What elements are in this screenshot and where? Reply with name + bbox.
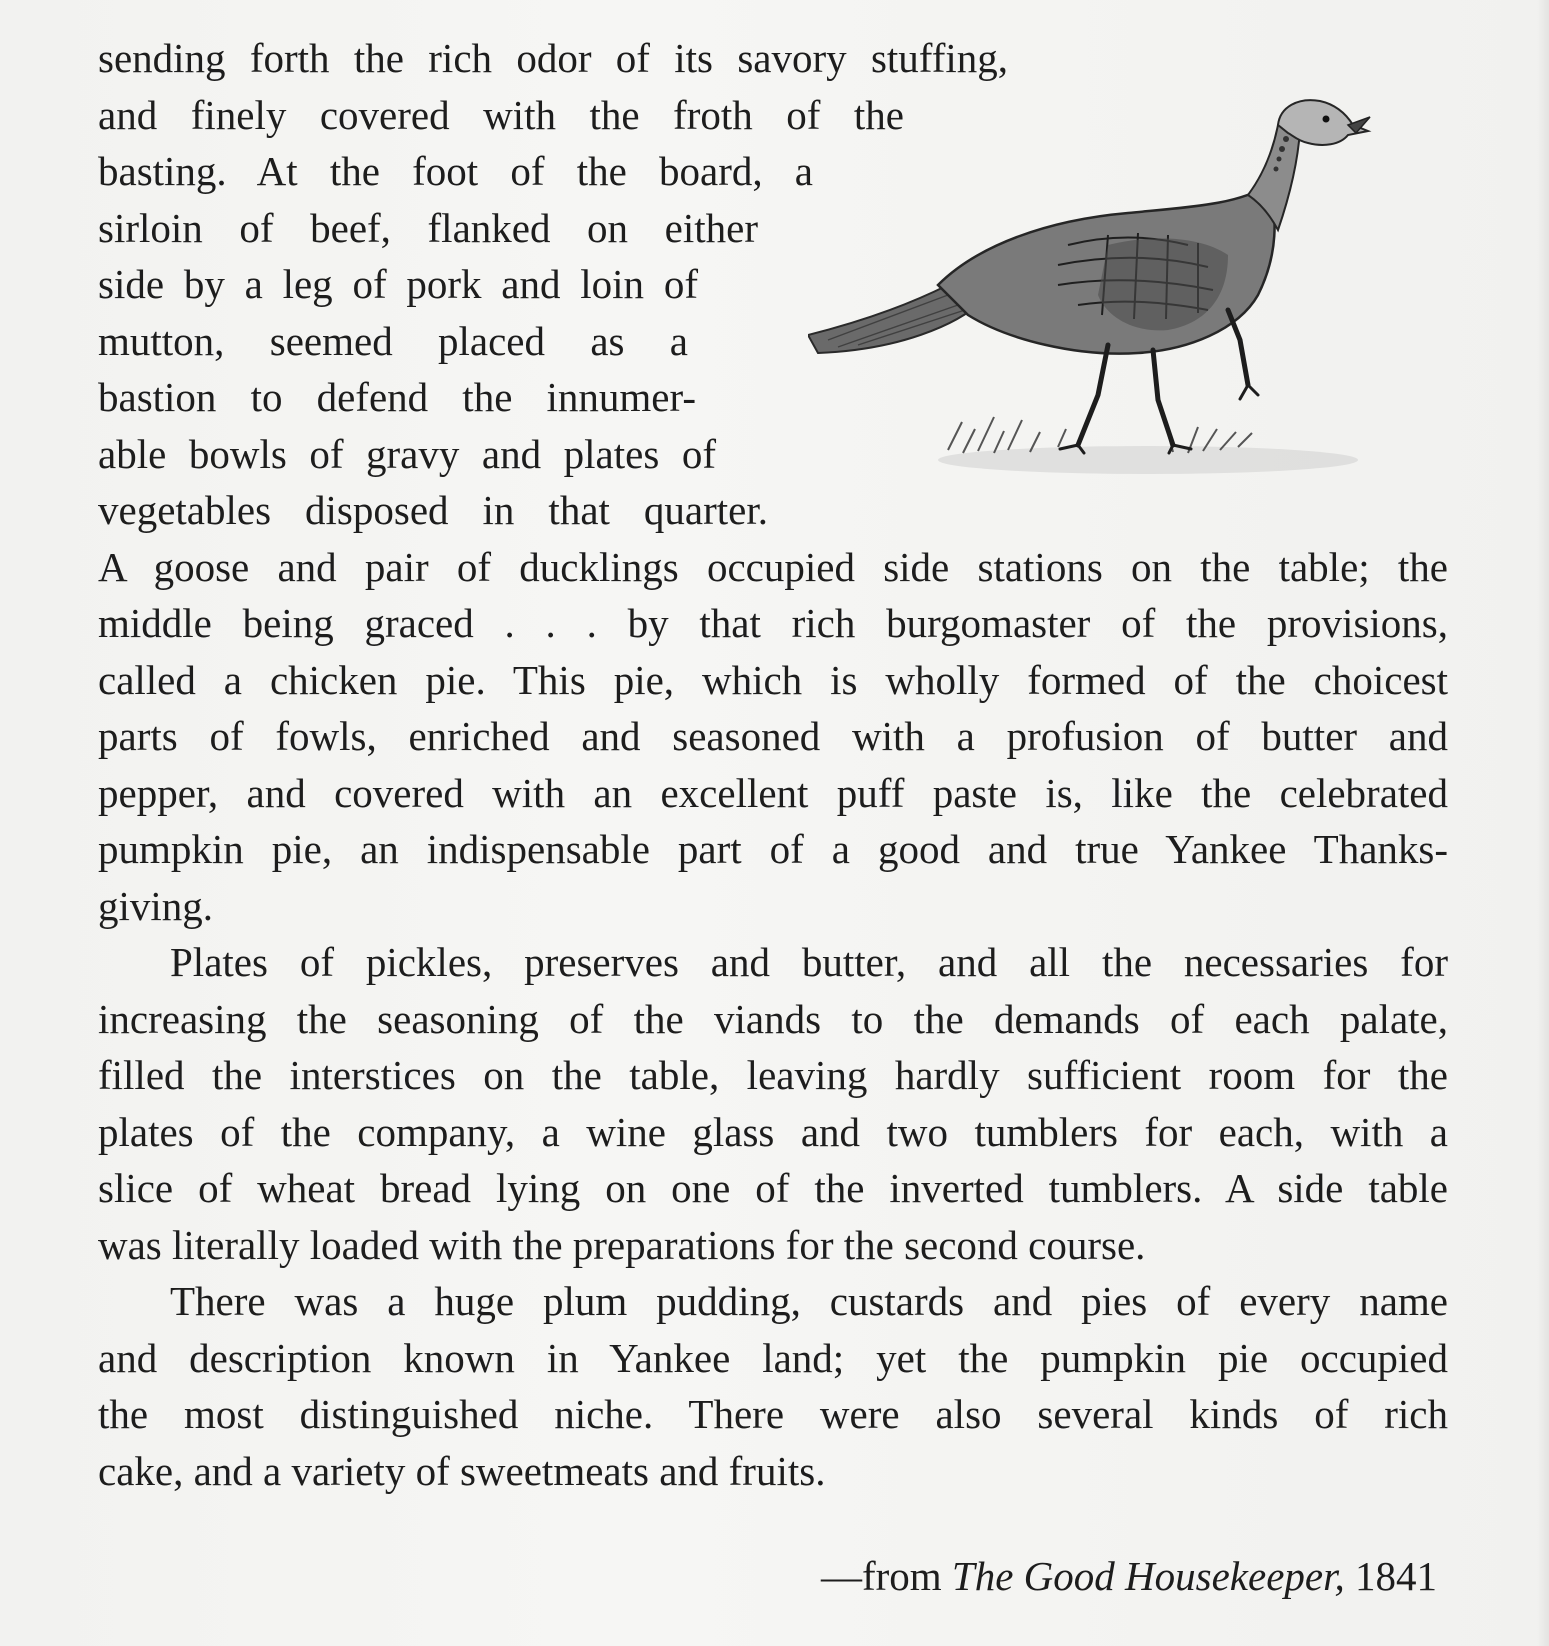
text-line: the most distinguished niche. There were also several kinds of rich [98, 1391, 1448, 1437]
attribution-prefix: —from [820, 1553, 952, 1599]
text-line: bastion to defend the innumer- [98, 374, 696, 420]
text-line: and finely covered with the froth of the [98, 91, 904, 138]
text-line: basting. At the foot of the board, a [98, 148, 813, 194]
page-edge-shadow [1537, 0, 1549, 1646]
attribution [821, 1548, 1437, 1604]
text-line: A goose and pair of ducklings occupied side stations on the table; the [98, 543, 1448, 590]
text-line: slice of wheat bread lying on one of the inverted tumblers. A side table [98, 1165, 1448, 1211]
text-line: plates of the company, a wine glass and two tumblers for each, with a [98, 1108, 1448, 1155]
text-line: giving. [98, 882, 214, 929]
text-line: sending forth the rich odor of its savory stuffing, [98, 35, 1008, 81]
text-line: Plates of pickles, preserves and butter, and all the necessaries for [170, 939, 1448, 985]
text-line: parts of fowls, enriched and seasoned with a profusion of butter and [98, 713, 1448, 759]
text-line: able bowls of gravy and plates of [98, 430, 716, 477]
text-line: vegetables disposed in that quarter. [98, 487, 768, 533]
text-line: pepper, and covered with an excellent puff paste is, like the celebrated [98, 769, 1448, 816]
attribution-title: The Good Housekeeper, [951, 1553, 1345, 1599]
text-line: mutton, seemed placed as a [98, 317, 688, 364]
text-line: cake, and a variety of sweetmeats and fruits. [98, 1447, 826, 1494]
text-line: side by a leg of pork and loin of [98, 261, 698, 307]
text-line: pumpkin pie, an indispensable part of a good and true Yankee Thanks- [98, 826, 1448, 872]
attribution-year: 1841 [1344, 1553, 1437, 1599]
passage-text [98, 30, 1448, 1499]
text-line: was literally loaded with the preparations for the second course. [98, 1221, 1146, 1268]
text-line: sirloin of beef, flanked on either [98, 204, 758, 251]
text-line: middle being graced . . . by that rich burgomaster of the provisions, [98, 600, 1448, 646]
text-line: called a chicken pie. This pie, which is wholly formed of the choicest [98, 656, 1448, 703]
text-line: There was a huge plum pudding, custards and pies of every name [170, 1278, 1448, 1324]
text-line: increasing the seasoning of the viands to the demands of each palate, [98, 995, 1448, 1042]
text-line: and description known in Yankee land; yet the pumpkin pie occupied [98, 1334, 1448, 1381]
text-line: filled the interstices on the table, leaving hardly sufficient room for the [98, 1052, 1448, 1098]
